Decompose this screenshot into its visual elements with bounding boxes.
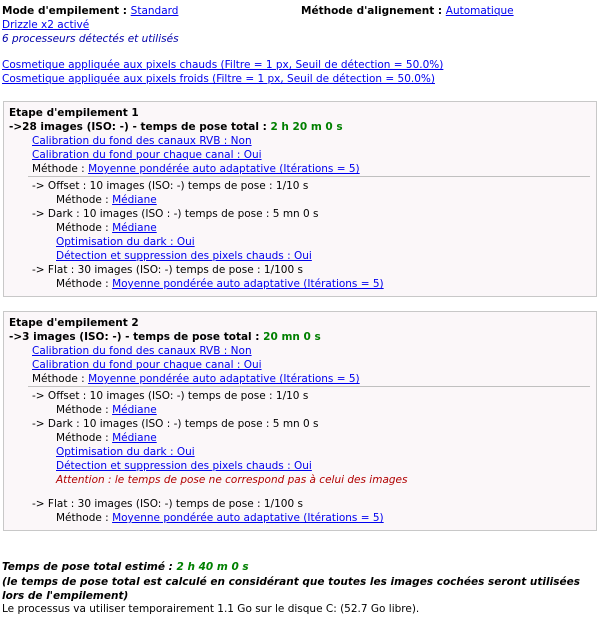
step-1-offset: -> Offset : 10 images (ISO: -) temps de pose : 1/10 s [32, 180, 309, 192]
stacking-mode-link[interactable]: Standard [130, 5, 179, 17]
alignment-method-link[interactable]: Automatique [445, 5, 514, 17]
step-2-title: Etape d'empilement 2 [9, 317, 139, 329]
step-1-flat-method: Méthode : Moyenne pondérée auto adaptative (Itérations = 5) [56, 278, 384, 290]
step-2-dark-warning: Attention : le temps de pose ne correspond pas à celui des images [56, 474, 408, 486]
processors-info: 6 processeurs détectés et utilisés [2, 33, 179, 45]
step-1-offset-method: Méthode : Médiane [56, 194, 157, 206]
drizzle-link[interactable]: Drizzle x2 activé [2, 19, 90, 31]
step-2-flat-method-link[interactable]: Moyenne pondérée auto adaptative (Itérations = 5) [112, 512, 384, 524]
step-1-method-link[interactable]: Moyenne pondérée auto adaptative (Itérations = 5) [88, 163, 360, 175]
step-1-calib-rgb-link[interactable]: Calibration du fond des canaux RVB : Non [32, 135, 252, 147]
alignment-method-label: Méthode d'alignement : [301, 5, 443, 17]
step-2-dark-method-link[interactable]: Médiane [112, 432, 157, 444]
step-2-method: Méthode : Moyenne pondérée auto adaptative (Itérations = 5) [32, 373, 360, 385]
step-2-summary: ->3 images (ISO: -) - temps de pose total : 20 mn 0 s [9, 331, 321, 343]
step-1-calib-channel-link[interactable]: Calibration du fond pour chaque canal : Oui [32, 149, 262, 161]
step-2-divider [28, 386, 590, 387]
step-2-dark-hot-link[interactable]: Détection et suppression des pixels chauds : Oui [56, 460, 312, 472]
step-2-dark: -> Dark : 10 images (ISO : -) temps de pose : 5 mn 0 s [32, 418, 319, 430]
step-1-total-time: 2 h 20 m 0 s [270, 121, 343, 133]
step-1-offset-method-link[interactable]: Médiane [112, 194, 157, 206]
total-time-note: (le temps de pose total est calculé en considérant que toutes les images cochées seront utilisées lors de l'empilement) [2, 576, 580, 602]
step-2-total-time: 20 mn 0 s [263, 331, 321, 343]
step-1-method: Méthode : Moyenne pondérée auto adaptative (Itérations = 5) [32, 163, 360, 175]
step-2-flat-method: Méthode : Moyenne pondérée auto adaptative (Itérations = 5) [56, 512, 384, 524]
step-1-flat-method-link[interactable]: Moyenne pondérée auto adaptative (Itérations = 5) [112, 278, 384, 290]
step-2-calib-rgb-link[interactable]: Calibration du fond des canaux RVB : Non [32, 345, 252, 357]
estimated-total-value: 2 h 40 m 0 s [176, 561, 249, 573]
step-2-offset: -> Offset : 10 images (ISO: -) temps de pose : 1/10 s [32, 390, 309, 402]
disk-usage-info: Le processus va utiliser temporairement 1.1 Go sur le disque C: (52.7 Go libre). [2, 603, 420, 615]
stacking-mode-label: Mode d'empilement : [2, 5, 127, 17]
cosmetic-hot-link[interactable]: Cosmetique appliquée aux pixels chauds (Filtre = 1 px, Seuil de détection = 50.0%) [2, 59, 444, 71]
step-1-flat: -> Flat : 30 images (ISO: -) temps de pose : 1/100 s [32, 264, 303, 276]
step-2-offset-method-link[interactable]: Médiane [112, 404, 157, 416]
estimated-total-time: Temps de pose total estimé : 2 h 40 m 0 s [2, 561, 249, 573]
step-1-dark-method: Méthode : Médiane [56, 222, 157, 234]
stacking-step-1 [3, 101, 597, 297]
step-1-dark-method-link[interactable]: Médiane [112, 222, 157, 234]
stacking-step-2 [3, 311, 597, 531]
step-2-offset-method: Méthode : Médiane [56, 404, 157, 416]
cosmetic-cold-link[interactable]: Cosmetique appliquée aux pixels froids (Filtre = 1 px, Seuil de détection = 50.0%) [2, 73, 435, 85]
step-1-divider [28, 176, 590, 177]
step-2-dark-opt-link[interactable]: Optimisation du dark : Oui [56, 446, 195, 458]
step-1-dark-opt-link[interactable]: Optimisation du dark : Oui [56, 236, 195, 248]
step-1-title: Etape d'empilement 1 [9, 107, 139, 119]
step-1-dark: -> Dark : 10 images (ISO : -) temps de pose : 5 mn 0 s [32, 208, 319, 220]
step-1-summary: ->28 images (ISO: -) - temps de pose total : 2 h 20 m 0 s [9, 121, 343, 133]
stacking-mode [2, 5, 178, 17]
alignment-method [301, 5, 514, 17]
step-2-dark-method: Méthode : Médiane [56, 432, 157, 444]
step-2-calib-channel-link[interactable]: Calibration du fond pour chaque canal : Oui [32, 359, 262, 371]
step-1-dark-hot-link[interactable]: Détection et suppression des pixels chauds : Oui [56, 250, 312, 262]
step-2-flat: -> Flat : 30 images (ISO: -) temps de pose : 1/100 s [32, 498, 303, 510]
step-2-method-link[interactable]: Moyenne pondérée auto adaptative (Itérations = 5) [88, 373, 360, 385]
